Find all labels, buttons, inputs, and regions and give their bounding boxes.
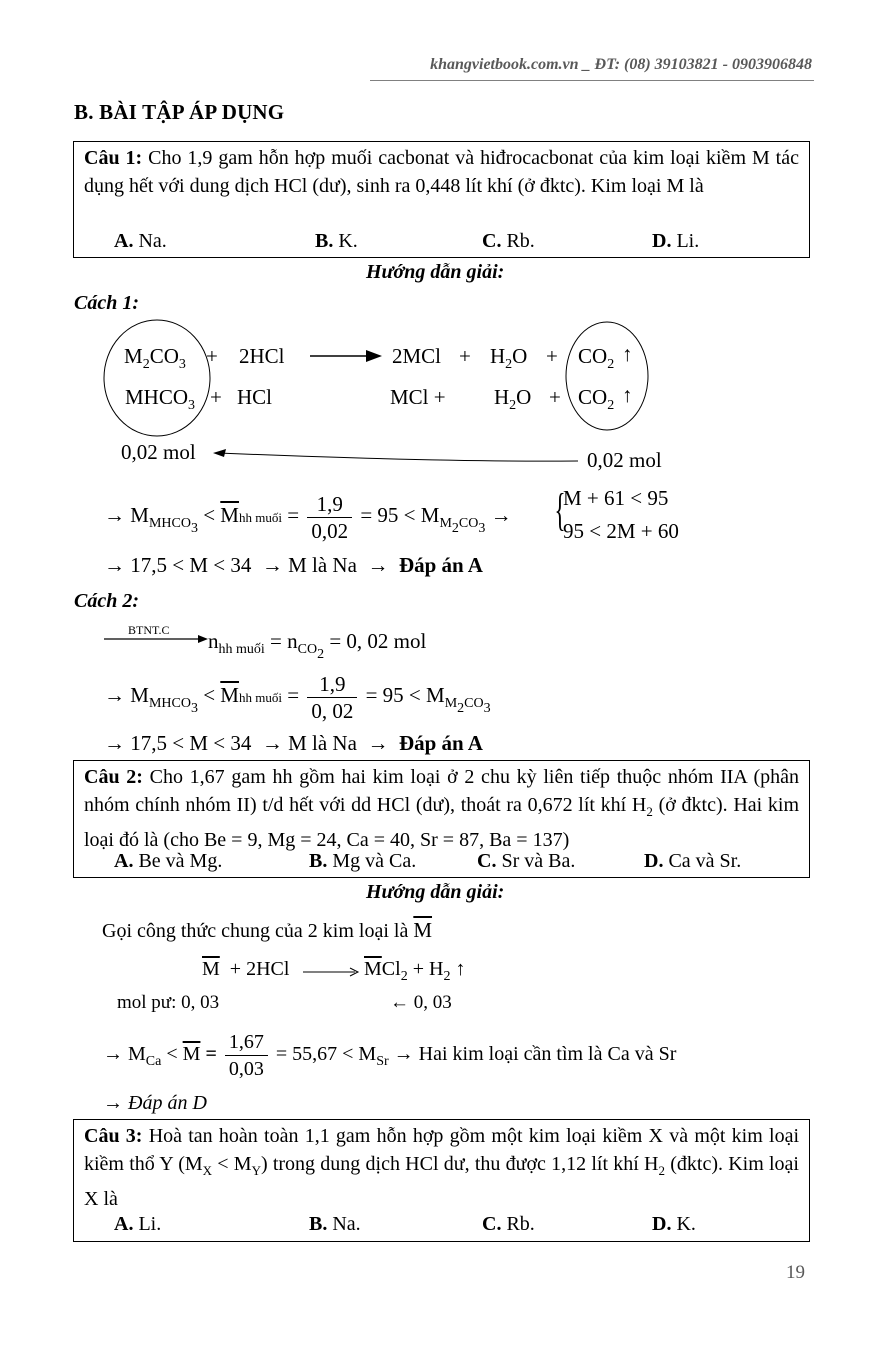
option-letter: D. — [652, 230, 672, 252]
question-3-option-d — [652, 1213, 696, 1236]
general-reaction-products — [364, 958, 466, 984]
answer: Đáp án D — [128, 1092, 207, 1114]
subscript: 3 — [188, 398, 196, 413]
subscript: 2 — [658, 1163, 665, 1178]
reagent: + 2HCl — [229, 958, 290, 980]
mean-metal: $\overline{M}$ — [182, 1043, 201, 1065]
arrow-icon: → — [367, 731, 389, 755]
question-3-label: Câu 3: — [84, 1125, 143, 1147]
option-letter: C. — [482, 230, 502, 252]
arrow-icon: → — [490, 503, 512, 527]
mole-balance — [208, 629, 427, 662]
solution-1-title: Hướng dẫn giải: — [366, 261, 505, 283]
reaction-2 — [125, 385, 196, 413]
formula: CO — [149, 344, 179, 368]
method-1-title: Cách 1: — [74, 292, 139, 314]
reaction-1-product-1: 2MCl — [392, 344, 442, 368]
page-header: khangvietbook.com.vn _ ĐT: (08) 39103821 - 0903906848 — [430, 56, 812, 73]
formula: M — [420, 503, 440, 527]
identification: → M là Na — [261, 553, 357, 577]
formula: CO — [578, 385, 608, 409]
gas-up-arrow-icon: ↑ — [622, 342, 633, 366]
formula: O — [516, 385, 532, 409]
question-3-text — [84, 1122, 799, 1213]
arrow-icon: → — [104, 683, 125, 707]
question-2-box — [73, 760, 810, 878]
denominator: 0,02 — [311, 518, 349, 543]
mol-right: 0,02 mol — [587, 448, 662, 472]
subscript: Y — [251, 1163, 261, 1178]
solution-2-title: Hướng dẫn giải: — [366, 881, 505, 903]
reaction-1-product-3 — [578, 344, 615, 372]
mol-left: 0,02 mol — [121, 440, 196, 464]
option-letter: D. — [644, 850, 664, 872]
option-text: Li. — [133, 1213, 162, 1235]
subscript: hh muối — [238, 510, 282, 525]
formula: MHCO — [125, 385, 189, 409]
reaction-2-product-1: MCl + — [390, 385, 446, 409]
question-2-option-d — [644, 850, 741, 873]
formula: M — [124, 344, 143, 368]
question-1-body: Cho 1,9 gam hỗn hợp muối cacbonat và hiđrocacbonat của kim loại kiềm M tác dụng hết với dung dịch HCl (dư), sinh ra 0,448 lít khí (ở đktc). Kim loại M là — [84, 147, 799, 197]
reaction-1-product-2 — [490, 344, 528, 372]
reaction-1-plus-2: + — [459, 344, 471, 368]
option-letter: C. — [482, 1213, 502, 1235]
result: = 95 < — [365, 683, 421, 707]
page-number: 19 — [786, 1262, 805, 1283]
reaction-1 — [124, 344, 186, 372]
mol-link-arrowhead — [213, 449, 226, 457]
question-3-body-mid: < M — [212, 1153, 252, 1175]
reaction-1-reagent: 2HCl — [239, 344, 285, 368]
product-circle — [566, 322, 648, 430]
mol-link-arrow — [218, 453, 578, 461]
subscript: 2 — [509, 398, 517, 413]
subscript: Ca — [145, 1054, 162, 1069]
question-2-body-cont: (ở đktc). Hai kim loại đó là (cho Be = 9, Mg = 24, Ca = 40, Sr = 87, Ba = 137) — [84, 794, 800, 851]
operator: = — [287, 503, 300, 527]
subscript: 2 — [646, 804, 653, 819]
question-3-box — [73, 1119, 810, 1242]
subscript: hh muối — [218, 642, 265, 657]
question-3-option-a — [114, 1213, 161, 1236]
subscript: 3 — [478, 521, 486, 536]
operator: < — [203, 503, 216, 527]
arrow-icon: → — [103, 1043, 123, 1065]
subscript: 2 — [607, 357, 615, 372]
operator: = — [287, 683, 300, 707]
option-text: Sr và Ba. — [496, 850, 576, 872]
operator: < — [203, 683, 216, 707]
denominator: 0,03 — [228, 1057, 264, 1080]
method-2-title: Cách 2: — [74, 590, 139, 612]
question-2-text — [84, 763, 799, 854]
subscript: M — [439, 516, 452, 531]
option-text: Na. — [327, 1213, 361, 1235]
subscript: 3 — [178, 357, 186, 372]
subscript: MHCO — [148, 696, 191, 711]
formula: H — [494, 385, 510, 409]
numerator: 1,9 — [307, 492, 352, 518]
formula: O — [512, 344, 528, 368]
question-3-option-b — [309, 1213, 361, 1236]
fraction — [307, 672, 357, 723]
formula: M — [130, 683, 149, 707]
mol-reacted: mol pư: 0, 03 — [117, 992, 220, 1013]
mol-reacted-right: ← 0, 03 — [390, 992, 452, 1013]
mean-mass-calculation — [103, 1024, 676, 1084]
operator: = — [205, 1043, 217, 1065]
identification: → M là Na — [261, 731, 357, 755]
conclusion-1 — [104, 553, 483, 578]
formula: M — [358, 1043, 377, 1065]
subscript: MHCO — [148, 516, 191, 531]
system-brace-icon: { — [554, 484, 566, 535]
section-title: B. BÀI TẬP ÁP DỤNG — [74, 100, 285, 124]
question-3-body-cont: ) trong dung dịch HCl dư, thu được 1,12 lít khí H — [260, 1153, 659, 1175]
gas-up-arrow-icon: ↑ — [622, 383, 633, 407]
option-letter: A. — [114, 1213, 134, 1235]
range: → 17,5 < M < 34 — [104, 731, 252, 755]
gas-up-arrow-icon: ↑ — [455, 958, 466, 980]
value: = 0, 02 mol — [329, 629, 427, 653]
arrow-icon: → — [367, 553, 389, 577]
numerator: 1,67 — [225, 1030, 268, 1056]
option-letter: C. — [477, 850, 497, 872]
operator: = n — [270, 629, 298, 653]
option-text: Mg và Ca. — [327, 850, 417, 872]
reaction-diagram-lines — [0, 0, 888, 500]
formula: M — [426, 683, 445, 707]
subscript: 2 — [505, 357, 513, 372]
subscript: CO — [464, 696, 484, 711]
subscript: 3 — [190, 701, 198, 716]
system-line-1: M + 61 < 95 — [563, 486, 669, 510]
option-letter: D. — [652, 1213, 672, 1235]
option-letter: A. — [114, 850, 134, 872]
option-text: Na. — [133, 230, 167, 252]
mean-metal: $\overline{M}$ — [413, 918, 433, 942]
conclusion: → Hai kim loại cần tìm là Ca và Sr — [393, 1043, 677, 1065]
mean-metal: $\overline{M}$ — [202, 958, 220, 980]
option-text: Rb. — [501, 1213, 535, 1235]
subscript: 2 — [607, 398, 615, 413]
reaction-2-product-3 — [578, 385, 615, 413]
general-formula-line — [102, 918, 432, 943]
option-text: K. — [333, 230, 358, 252]
subscript: 3 — [483, 701, 491, 716]
option-text: Rb. — [501, 230, 535, 252]
formula: M — [128, 1043, 146, 1065]
question-2-option-c — [477, 850, 575, 873]
subscript: Sr — [376, 1054, 389, 1069]
subscript: 2 — [400, 969, 408, 984]
question-2-body: Cho 1,67 gam hh gồm hai kim loại ở 2 chu kỳ liên tiếp thuộc nhóm IIA (phân nhóm chính nhóm II) t/d hết với dd HCl (dư), thoát ra 0,672 lít khí H — [84, 766, 799, 816]
formula: n — [208, 629, 219, 653]
subscript: 3 — [190, 521, 198, 536]
answer: Đáp án A — [398, 731, 483, 755]
fraction — [225, 1030, 268, 1081]
reaction-2-plus-3: + — [549, 385, 561, 409]
reaction-arrow-head — [366, 350, 382, 362]
statement: Gọi công thức chung của 2 kim loại là — [102, 920, 409, 942]
question-1-label: Câu 1: — [84, 147, 143, 169]
subscript: M — [444, 696, 458, 711]
option-text: Ca và Sr. — [663, 850, 742, 872]
formula: H — [428, 958, 444, 980]
conclusion-2 — [104, 731, 483, 756]
range: → 17,5 < M < 34 — [104, 553, 252, 577]
denominator: 0, 02 — [311, 698, 354, 723]
subscript: X — [202, 1163, 213, 1178]
general-reaction-arrow — [303, 966, 363, 978]
subscript: 2 — [451, 521, 459, 536]
result: = 95 < — [360, 503, 416, 527]
molar-mass-inequality-2 — [104, 665, 491, 728]
question-2-label: Câu 2: — [84, 766, 143, 788]
reaction-2-product-2 — [494, 385, 532, 413]
subscript: CO — [458, 516, 479, 531]
option-text: Be và Mg. — [133, 850, 223, 872]
question-3-option-c — [482, 1213, 535, 1236]
result: = 55,67 < — [275, 1043, 354, 1065]
subscript: 2 — [457, 701, 465, 716]
option-text: K. — [671, 1213, 696, 1235]
subscript: 2 — [317, 647, 325, 662]
mean-metal: $\overline{M}$ — [364, 958, 382, 980]
option-text: Li. — [671, 230, 700, 252]
question-2-option-b — [309, 850, 416, 873]
option-letter: B. — [309, 1213, 328, 1235]
question-3-body: Hoà tan hoàn toàn 1,1 gam hỗn hợp gồm một kim loại kiềm X và một kim loại kiềm thổ Y (M — [84, 1125, 800, 1175]
formula: H — [490, 344, 506, 368]
formula: Cl — [381, 958, 401, 980]
formula: CO — [578, 344, 608, 368]
mean-mass: $\overline{M}$ — [220, 683, 239, 707]
reaction-1-plus: + — [206, 344, 218, 368]
reaction-2-reagent: HCl — [237, 385, 273, 409]
answer: Đáp án A — [398, 553, 483, 577]
subscript: 2 — [142, 357, 150, 372]
subscript: 2 — [443, 969, 451, 984]
question-3-body-end: (đktc). Kim loại X là — [84, 1153, 799, 1210]
operator: + — [412, 958, 424, 980]
option-letter: B. — [315, 230, 334, 252]
general-reaction — [202, 958, 289, 981]
subscript: CO — [297, 642, 318, 657]
formula: M — [130, 503, 149, 527]
reaction-1-plus-3: + — [546, 344, 558, 368]
option-letter: A. — [114, 230, 134, 252]
answer-line — [103, 1092, 207, 1115]
arrow-icon: → — [103, 1092, 123, 1114]
subscript: hh muối — [238, 690, 282, 705]
molar-mass-inequality-1 — [104, 485, 512, 548]
btnt-label: BTNT.C — [128, 623, 170, 637]
reaction-2-plus: + — [210, 385, 222, 409]
fraction — [307, 492, 352, 543]
mean-mass: $\overline{M}$ — [220, 503, 239, 527]
numerator: 1,9 — [307, 672, 357, 698]
system-line-2: 95 < 2M + 60 — [563, 519, 679, 543]
reactant-circle — [104, 320, 210, 436]
arrow-icon: → — [104, 503, 125, 527]
option-letter: B. — [309, 850, 328, 872]
operator: < — [166, 1043, 178, 1065]
question-2-option-a — [114, 850, 222, 873]
